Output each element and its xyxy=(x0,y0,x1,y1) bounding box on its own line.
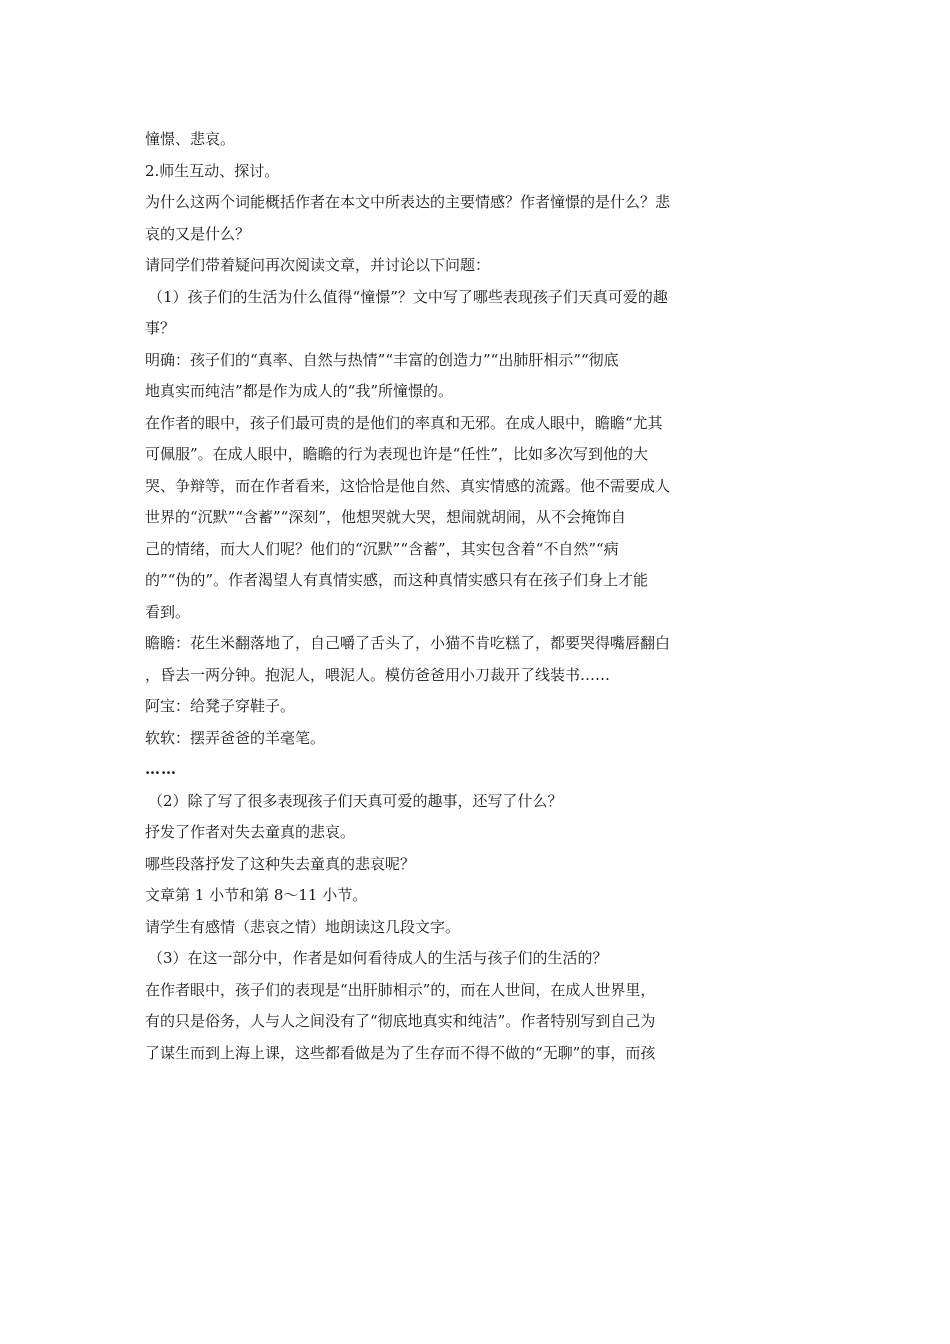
question-3: （3）在这一部分中，作者是如何看待成人的生活与孩子们的生活的？ xyxy=(148,949,608,967)
text-line: 哪些段落抒发了这种失去童真的悲哀呢？ xyxy=(145,854,416,873)
text-line: 抒发了作者对失去童真的悲哀。 xyxy=(145,823,356,841)
ellipsis-line: …… xyxy=(145,760,177,778)
document-body xyxy=(145,124,745,1069)
text-line: 哀的又是什么？ xyxy=(145,224,251,243)
text-line: 瞻瞻：花生米翻落地了，自己嚼了舌头了，小猫不肯吃糕了，都要哭得嘴唇翻白 xyxy=(145,634,671,652)
section-heading: 2.师生互动、探讨。 xyxy=(145,161,280,180)
text-line: 文章第 1 小节和第 8～11 小节。 xyxy=(145,886,368,904)
text-line: 在作者眼中，孩子们的表现是“出肝肺相示”的，而在人世间，在成人世界里， xyxy=(145,980,656,999)
text-line: 哭、争辩等，而在作者看来，这恰恰是他自然、真实情感的流露。他不需要成人 xyxy=(145,476,671,495)
text-line: 憧憬、悲哀。 xyxy=(145,130,236,148)
text-line: 软软：摆弄爸爸的羊毫笔。 xyxy=(145,728,326,747)
text-line: 事？ xyxy=(145,319,176,337)
text-line: 世界的“沉默”“含蓄”“深刻”，他想哭就大哭，想闹就胡闹，从不会掩饰自 xyxy=(145,508,627,526)
text-line: 的”“伪的”。作者渴望人有真情实感，而这种真情实感只有在孩子们身上才能 xyxy=(145,571,649,589)
text-line: ，昏去一两分钟。抱泥人，喂泥人。模仿爸爸用小刀裁开了线装书…… xyxy=(145,665,611,684)
text-line: 有的只是俗务，人与人之间没有了“彻底地真实和纯洁”。作者特别写到自己为 xyxy=(145,1012,656,1030)
text-line: 在作者的眼中，孩子们最可贵的是他们的率真和无邪。在成人眼中，瞻瞻“尤其 xyxy=(145,413,663,432)
text-line: 地真实而纯洁”都是作为成人的“我”所憧憬的。 xyxy=(145,382,454,400)
question-1: （1）孩子们的生活为什么值得“憧憬”？文中写了哪些表现孩子们天真可爱的趣 xyxy=(148,287,668,306)
text-line: 看到。 xyxy=(145,602,191,621)
text-line: 明确：孩子们的“真率、自然与热情”“丰富的创造力”“出肺肝相示”“彻底 xyxy=(145,350,619,369)
text-line: 阿宝：给凳子穿鞋子。 xyxy=(145,697,296,715)
question-2: （2）除了写了很多表现孩子们天真可爱的趣事，还写了什么？ xyxy=(148,791,563,810)
text-line: 为什么这两个词能概括作者在本文中所表达的主要情感？作者憧憬的是什么？悲 xyxy=(145,193,671,211)
text-line: 了谋生而到上海上课，这些都看做是为了生存而不得不做的“无聊”的事，而孩 xyxy=(145,1043,656,1062)
text-line: 请同学们带着疑问再次阅读文章，并讨论以下问题： xyxy=(145,256,491,274)
text-line: 可佩服”。在成人眼中，瞻瞻的行为表现也许是“任性”，比如多次写到他的大 xyxy=(145,445,649,463)
text-line: 己的情绪，而大人们呢？他们的“沉默”“含蓄”，其实包含着“不自然”“病 xyxy=(145,539,619,558)
text-line: 请学生有感情（悲哀之情）地朗读这几段文字。 xyxy=(145,917,461,936)
